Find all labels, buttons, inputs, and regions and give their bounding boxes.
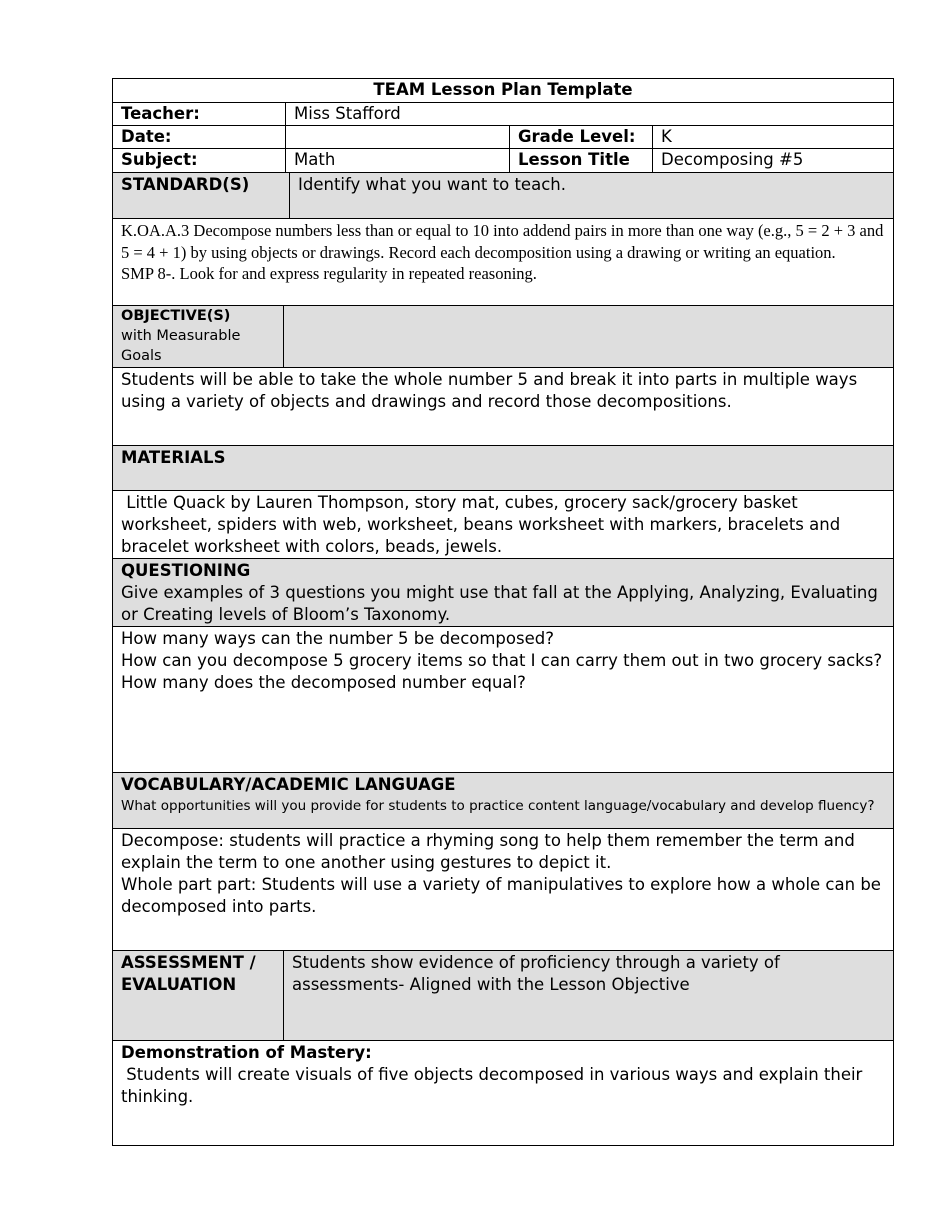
objectives-heading-row xyxy=(112,305,894,367)
subject-row xyxy=(112,148,894,172)
question-2: How can you decompose 5 grocery items so that I can carry them out in two grocery sacks? xyxy=(121,651,883,670)
materials-heading-row xyxy=(112,445,894,490)
questioning-heading-cell xyxy=(113,559,893,626)
standards-text-row xyxy=(112,218,894,305)
date-label: Date: xyxy=(121,127,172,146)
date-row xyxy=(112,125,894,148)
objectives-blank xyxy=(283,306,893,367)
questioning-answers[interactable] xyxy=(113,627,893,772)
subject-value[interactable]: Math xyxy=(285,149,509,172)
teacher-value[interactable]: Miss Stafford xyxy=(285,103,893,125)
assessment-heading: ASSESSMENT / xyxy=(121,953,256,972)
mastery-cell[interactable] xyxy=(113,1041,893,1145)
materials-text-row xyxy=(112,490,894,558)
assessment-prompt: Students show evidence of proficiency through a variety of assessments- Aligned with the Lesson Objective xyxy=(283,951,893,1040)
vocabulary-prompt: What opportunities will you provide for students to practice content language/vocabulary and develop fluency? xyxy=(121,798,875,814)
standards-prompt: Identify what you want to teach. xyxy=(289,173,893,218)
objectives-heading: OBJECTIVE(S) xyxy=(121,308,231,324)
objectives-text-row xyxy=(112,367,894,445)
mastery-row xyxy=(112,1040,894,1146)
date-value[interactable] xyxy=(285,126,509,148)
teacher-row xyxy=(112,102,894,125)
question-3: How many does the decomposed number equal? xyxy=(121,673,526,692)
vocabulary-heading-row xyxy=(112,772,894,828)
assessment-row xyxy=(112,950,894,1040)
lesson-title-value[interactable]: Decomposing #5 xyxy=(652,149,893,172)
objectives-subheading: with Measurable Goals xyxy=(121,328,241,364)
materials-text[interactable]: Little Quack by Lauren Thompson, story mat, cubes, grocery sack/grocery basket worksheet, spiders with web, worksheet, beans worksheet with markers, bracelets and bracelet worksheet with colors, beads, jewels. xyxy=(121,493,846,556)
evaluation-heading: EVALUATION xyxy=(121,975,237,994)
vocabulary-text-row xyxy=(112,828,894,950)
questioning-answers-row xyxy=(112,626,894,772)
vocabulary-decompose: Decompose: students will practice a rhyming song to help them remember the term and explain the term to one another using gestures to depict it. xyxy=(121,831,855,872)
standards-heading: STANDARD(S) xyxy=(121,175,250,194)
questioning-heading-row xyxy=(112,558,894,626)
standards-text[interactable] xyxy=(113,219,893,305)
vocabulary-heading-cell xyxy=(113,773,893,828)
question-1: How many ways can the number 5 be decomposed? xyxy=(121,629,554,648)
page-title: TEAM Lesson Plan Template xyxy=(373,80,633,99)
questioning-heading: QUESTIONING xyxy=(121,561,251,580)
materials-heading: MATERIALS xyxy=(121,448,226,467)
standard-koa: K.OA.A.3 Decompose numbers less than or equal to 10 into addend pairs in more than one way (e.g., 5 = 2 + 3 and 5 = 4 + 1) by using objects or drawings. Record each decomposition using a drawing or writing an equation. xyxy=(121,221,884,262)
objectives-text[interactable]: Students will be able to take the whole number 5 and break it into parts in multiple ways using a variety of objects and drawings and record those decompositions. xyxy=(121,370,858,411)
questioning-prompt: Give examples of 3 questions you might use that fall at the Applying, Analyzing, Evaluating or Creating levels of Bloom’s Taxonomy. xyxy=(121,583,878,624)
assessment-heading-cell xyxy=(113,951,283,1040)
standards-heading-row xyxy=(112,172,894,218)
subject-label: Subject: xyxy=(121,150,198,169)
vocabulary-heading: VOCABULARY/ACADEMIC LANGUAGE xyxy=(121,775,456,794)
mastery-heading: Demonstration of Mastery: xyxy=(121,1043,372,1062)
teacher-label: Teacher: xyxy=(121,104,200,123)
vocabulary-whole-part: Whole part part: Students will use a variety of manipulatives to explore how a whole can be decomposed into parts. xyxy=(121,875,881,916)
grade-label: Grade Level: xyxy=(509,126,652,148)
mastery-text: Students will create visuals of five objects decomposed in various ways and explain their thinking. xyxy=(121,1065,868,1106)
title-row xyxy=(112,78,894,102)
grade-value[interactable]: K xyxy=(652,126,893,148)
lesson-title-label: Lesson Title xyxy=(509,149,652,172)
objectives-heading-cell xyxy=(113,306,283,367)
vocabulary-text[interactable] xyxy=(113,829,893,950)
standard-smp: SMP 8-. Look for and express regularity in repeated reasoning. xyxy=(121,264,537,283)
